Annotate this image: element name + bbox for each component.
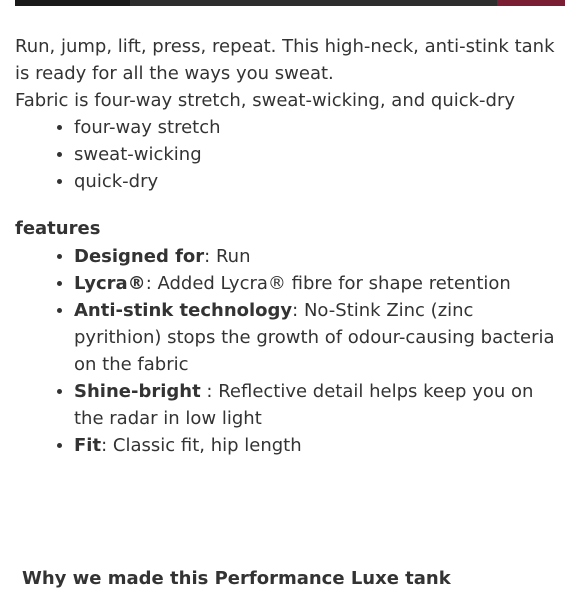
list-item: • four-way stretch bbox=[74, 114, 565, 141]
feature-item: • Designed for: Run bbox=[74, 243, 565, 270]
description-fabric: Fabric is four-way stretch, sweat-wicking, and quick-dry bbox=[15, 90, 516, 111]
feature-item: • Fit: Classic fit, hip length bbox=[74, 432, 565, 459]
feature-text: Reflective detail helps keep you on the radar in low light bbox=[74, 381, 534, 429]
feature-label: Anti-stink technology bbox=[74, 300, 293, 321]
tab-bar-segment bbox=[15, 0, 130, 6]
features-heading: features bbox=[15, 218, 101, 239]
product-description bbox=[15, 33, 565, 459]
feature-item: • Lycra®: Added Lycra® fibre for shape retention bbox=[74, 270, 565, 297]
top-tab-bar bbox=[15, 0, 565, 6]
feature-text: Classic fit, hip length bbox=[112, 435, 302, 456]
list-item: • sweat-wicking bbox=[74, 141, 565, 168]
feature-item: • Anti-stink technology: No-Stink Zinc (zinc pyrithion) stops the growth of odour-causing bacteria on the fabric bbox=[74, 297, 565, 378]
feature-label: Shine-bright bbox=[74, 381, 201, 402]
feature-item: • Shine-bright : Reflective detail helps keep you on the radar in low light bbox=[74, 378, 565, 432]
fabric-list bbox=[15, 114, 565, 195]
feature-label: Lycra® bbox=[74, 273, 146, 294]
description-intro: Run, jump, lift, press, repeat. This high-neck, anti-stink tank is ready for all the ways you sweat. bbox=[15, 36, 555, 84]
list-item: • quick-dry bbox=[74, 168, 565, 195]
tab-bar-accent bbox=[497, 0, 565, 6]
feature-text: Added Lycra® fibre for shape retention bbox=[157, 273, 511, 294]
features-list bbox=[15, 243, 565, 459]
feature-text: Run bbox=[215, 246, 251, 267]
section-heading: Why we made this Performance Luxe tank bbox=[22, 568, 451, 589]
feature-label: Designed for bbox=[74, 246, 205, 267]
feature-label: Fit bbox=[74, 435, 102, 456]
feature-text: No-Stink Zinc (zinc pyrithion) stops the growth of odour-causing bacteria on the fabric bbox=[74, 300, 555, 375]
